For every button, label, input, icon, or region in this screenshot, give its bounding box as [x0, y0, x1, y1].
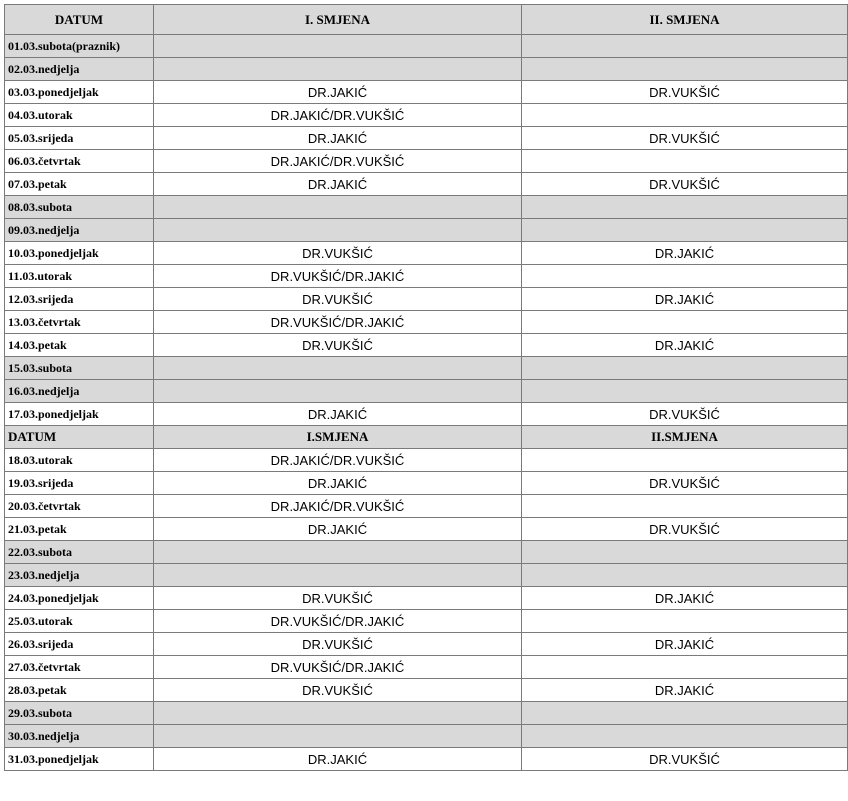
table-row [5, 311, 848, 334]
date-cell: 15.03.subota [5, 357, 154, 380]
table-row [5, 288, 848, 311]
header-shift-2: II. SMJENA [522, 5, 848, 35]
shift-1-cell: DR.JAKIĆ [154, 403, 522, 426]
date-cell: 20.03.četvrtak [5, 495, 154, 518]
date-cell: 04.03.utorak [5, 104, 154, 127]
date-cell: 19.03.srijeda [5, 472, 154, 495]
table-row [5, 564, 848, 587]
shift-2-cell: DR.JAKIĆ [522, 288, 848, 311]
shift-2-cell [522, 58, 848, 81]
table-row [5, 334, 848, 357]
table-row [5, 58, 848, 81]
date-cell: 01.03.subota(praznik) [5, 35, 154, 58]
table-row [5, 725, 848, 748]
date-cell: 08.03.subota [5, 196, 154, 219]
table-row [5, 104, 848, 127]
shift-2-cell [522, 541, 848, 564]
table-row [5, 679, 848, 702]
table-header-row [5, 5, 848, 35]
shift-1-cell [154, 541, 522, 564]
shift-1-cell [154, 380, 522, 403]
table-row [5, 196, 848, 219]
shift-2-cell: DR.JAKIĆ [522, 633, 848, 656]
date-cell: 07.03.petak [5, 173, 154, 196]
shift-2-cell [522, 104, 848, 127]
date-cell: 29.03.subota [5, 702, 154, 725]
shift-1-cell: DR.VUKŠIĆ [154, 242, 522, 265]
date-cell: 13.03.četvrtak [5, 311, 154, 334]
shift-2-cell: DR.JAKIĆ [522, 242, 848, 265]
date-cell: 25.03.utorak [5, 610, 154, 633]
table-row [5, 587, 848, 610]
date-cell: 21.03.petak [5, 518, 154, 541]
shift-2-cell [522, 564, 848, 587]
date-cell: 06.03.četvrtak [5, 150, 154, 173]
table-row [5, 702, 848, 725]
shift-2-cell [522, 219, 848, 242]
subheader-date: DATUM [5, 426, 154, 449]
shift-2-cell: DR.JAKIĆ [522, 679, 848, 702]
date-cell: 30.03.nedjelja [5, 725, 154, 748]
table-row [5, 219, 848, 242]
shift-1-cell: DR.JAKIĆ/DR.VUKŠIĆ [154, 104, 522, 127]
shift-1-cell: DR.JAKIĆ [154, 173, 522, 196]
date-cell: 31.03.ponedjeljak [5, 748, 154, 771]
shift-2-cell [522, 265, 848, 288]
header-date: DATUM [5, 5, 154, 35]
table-row [5, 380, 848, 403]
shift-2-cell [522, 380, 848, 403]
date-cell: 16.03.nedjelja [5, 380, 154, 403]
date-cell: 09.03.nedjelja [5, 219, 154, 242]
shift-1-cell: DR.VUKŠIĆ [154, 334, 522, 357]
date-cell: 24.03.ponedjeljak [5, 587, 154, 610]
table-row [5, 127, 848, 150]
table-row [5, 403, 848, 426]
schedule-part-2 [5, 426, 848, 771]
shift-2-cell [522, 495, 848, 518]
shift-2-cell [522, 656, 848, 679]
table-row [5, 150, 848, 173]
shift-2-cell: DR.VUKŠIĆ [522, 748, 848, 771]
table-row [5, 472, 848, 495]
table-row [5, 173, 848, 196]
schedule-part-1 [5, 35, 848, 426]
date-cell: 03.03.ponedjeljak [5, 81, 154, 104]
shift-1-cell [154, 35, 522, 58]
subheader-shift-2: II.SMJENA [522, 426, 848, 449]
shift-1-cell: DR.JAKIĆ/DR.VUKŠIĆ [154, 449, 522, 472]
table-row [5, 633, 848, 656]
shift-1-cell: DR.JAKIĆ [154, 472, 522, 495]
shift-1-cell: DR.VUKŠIĆ/DR.JAKIĆ [154, 265, 522, 288]
subheader-shift-1: I.SMJENA [154, 426, 522, 449]
date-cell: 28.03.petak [5, 679, 154, 702]
shift-2-cell: DR.JAKIĆ [522, 334, 848, 357]
shift-1-cell: DR.VUKŠIĆ/DR.JAKIĆ [154, 656, 522, 679]
table-subheader-row [5, 426, 848, 449]
table-row [5, 242, 848, 265]
shift-1-cell [154, 58, 522, 81]
shift-2-cell: DR.VUKŠIĆ [522, 127, 848, 150]
shift-2-cell: DR.VUKŠIĆ [522, 472, 848, 495]
date-cell: 18.03.utorak [5, 449, 154, 472]
date-cell: 23.03.nedjelja [5, 564, 154, 587]
shift-2-cell: DR.VUKŠIĆ [522, 518, 848, 541]
shift-1-cell [154, 725, 522, 748]
shift-schedule-table [4, 4, 848, 771]
table-row [5, 449, 848, 472]
shift-1-cell [154, 357, 522, 380]
shift-1-cell: DR.VUKŠIĆ/DR.JAKIĆ [154, 311, 522, 334]
shift-1-cell [154, 196, 522, 219]
shift-1-cell [154, 564, 522, 587]
date-cell: 05.03.srijeda [5, 127, 154, 150]
header-shift-1: I. SMJENA [154, 5, 522, 35]
table-row [5, 748, 848, 771]
date-cell: 11.03.utorak [5, 265, 154, 288]
shift-1-cell: DR.JAKIĆ [154, 127, 522, 150]
shift-1-cell: DR.JAKIĆ [154, 518, 522, 541]
table-row [5, 265, 848, 288]
shift-1-cell: DR.JAKIĆ [154, 748, 522, 771]
date-cell: 12.03.srijeda [5, 288, 154, 311]
table-row [5, 610, 848, 633]
shift-1-cell [154, 219, 522, 242]
shift-2-cell [522, 725, 848, 748]
shift-1-cell: DR.JAKIĆ [154, 81, 522, 104]
shift-2-cell: DR.VUKŠIĆ [522, 81, 848, 104]
shift-2-cell [522, 35, 848, 58]
shift-1-cell: DR.VUKŠIĆ/DR.JAKIĆ [154, 610, 522, 633]
table-row [5, 541, 848, 564]
shift-2-cell: DR.JAKIĆ [522, 587, 848, 610]
shift-1-cell: DR.VUKŠIĆ [154, 288, 522, 311]
shift-1-cell [154, 702, 522, 725]
date-cell: 17.03.ponedjeljak [5, 403, 154, 426]
shift-2-cell [522, 702, 848, 725]
date-cell: 27.03.četvrtak [5, 656, 154, 679]
table-row [5, 495, 848, 518]
shift-2-cell [522, 196, 848, 219]
shift-2-cell [522, 150, 848, 173]
table-row [5, 81, 848, 104]
shift-2-cell [522, 610, 848, 633]
shift-2-cell: DR.VUKŠIĆ [522, 173, 848, 196]
shift-1-cell: DR.VUKŠIĆ [154, 587, 522, 610]
shift-1-cell: DR.VUKŠIĆ [154, 633, 522, 656]
shift-1-cell: DR.JAKIĆ/DR.VUKŠIĆ [154, 495, 522, 518]
table-row [5, 656, 848, 679]
date-cell: 02.03.nedjelja [5, 58, 154, 81]
date-cell: 26.03.srijeda [5, 633, 154, 656]
date-cell: 22.03.subota [5, 541, 154, 564]
shift-2-cell [522, 357, 848, 380]
date-cell: 10.03.ponedjeljak [5, 242, 154, 265]
shift-2-cell [522, 449, 848, 472]
shift-1-cell: DR.JAKIĆ/DR.VUKŠIĆ [154, 150, 522, 173]
shift-2-cell [522, 311, 848, 334]
table-row [5, 518, 848, 541]
date-cell: 14.03.petak [5, 334, 154, 357]
shift-1-cell: DR.VUKŠIĆ [154, 679, 522, 702]
shift-2-cell: DR.VUKŠIĆ [522, 403, 848, 426]
table-row [5, 35, 848, 58]
table-row [5, 357, 848, 380]
